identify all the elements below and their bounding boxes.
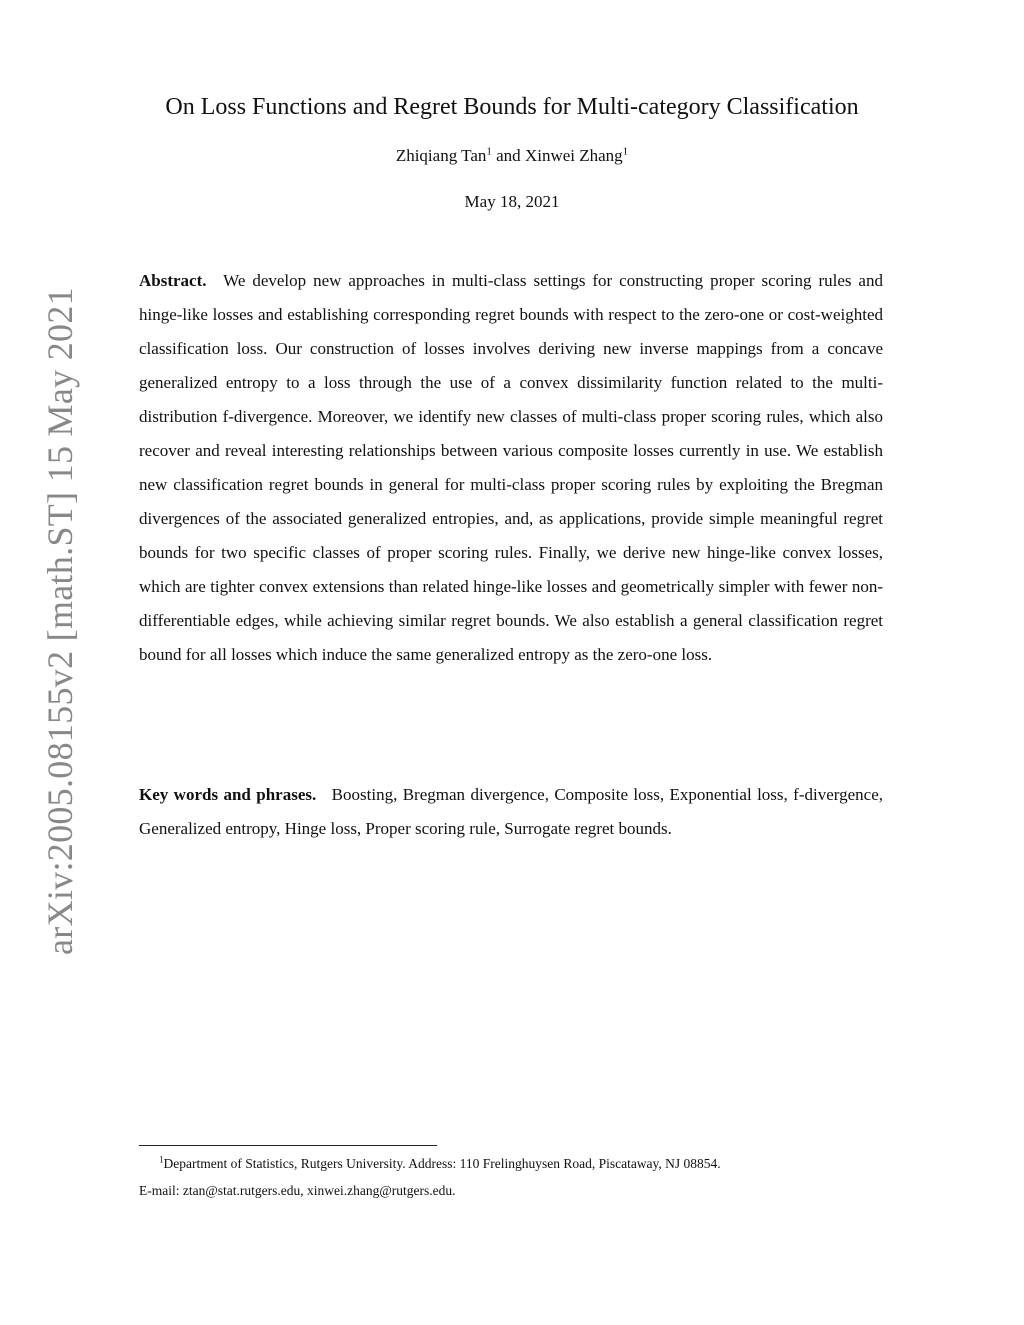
abstract-text: We develop new approaches in multi-class settings for constructing proper scoring rules and hinge-like losses and establishing corresponding regret bounds with respect to the zero-one or cost-weighted classification loss. Our construction of losses involves deriving new inverse mappings from a concave generalized entropy to a loss through the use of a convex dissimilarity function related to the multi-distribution f-divergence. Moreover, we identify new classes of multi-class proper scoring rules, which also recover and reveal interesting relationships between various composite losses currently in use. We establish new classification regret bounds in general for multi-class proper scoring rules by exploiting the Bregman divergences of the associated generalized entropies, and, as applications, provide simple meaningful regret bounds for two specific classes of proper scoring rules. Finally, we derive new hinge-like convex losses, which are tighter convex extensions than related hinge-like losses and geometrically simpler with fewer non-differentiable edges, while achieving similar regret bounds. We also establish a general classification regret bound for all losses which induce the same generalized entropy as the zero-one loss.: [139, 271, 883, 664]
keywords-text: Boosting, Bregman divergence, Composite loss, Exponential loss, f-divergence, Generalized entropy, Hinge loss, Proper scoring rule, Surrogate regret bounds.: [139, 785, 884, 838]
arxiv-identifier: arXiv:2005.08155v2 [math.ST] 15 May 2021: [40, 287, 80, 955]
author-name: Xinwei Zhang: [524, 146, 623, 165]
paper-date: May 18, 2021: [464, 192, 560, 211]
author-connector: and: [491, 146, 525, 165]
abstract-section: [139, 264, 883, 672]
footnote: [139, 1150, 883, 1204]
paper-title: On Loss Functions and Regret Bounds for Multi-category Classification: [165, 94, 859, 120]
footnote-email: E-mail: ztan@stat.rutgers.edu, xinwei.zhang@rutgers.edu.: [139, 1183, 456, 1198]
keywords-label: Key words and phrases.: [139, 785, 317, 804]
footnote-affiliation-text: Department of Statistics, Rutgers University. Address: 110 Frelinghuysen Road, Piscataway, NJ 08854.: [163, 1156, 721, 1171]
footnote-divider: [139, 1145, 437, 1146]
affiliation-mark: 1: [486, 145, 492, 158]
author-name: Zhiqiang Tan: [395, 146, 487, 165]
author-list: [0, 144, 1024, 168]
abstract-label: Abstract.: [139, 271, 207, 290]
footnote-affiliation: [139, 1150, 883, 1177]
affiliation-mark: 1: [622, 145, 629, 158]
keywords-section: [139, 778, 883, 846]
footnote-mark: 1: [159, 1154, 164, 1165]
